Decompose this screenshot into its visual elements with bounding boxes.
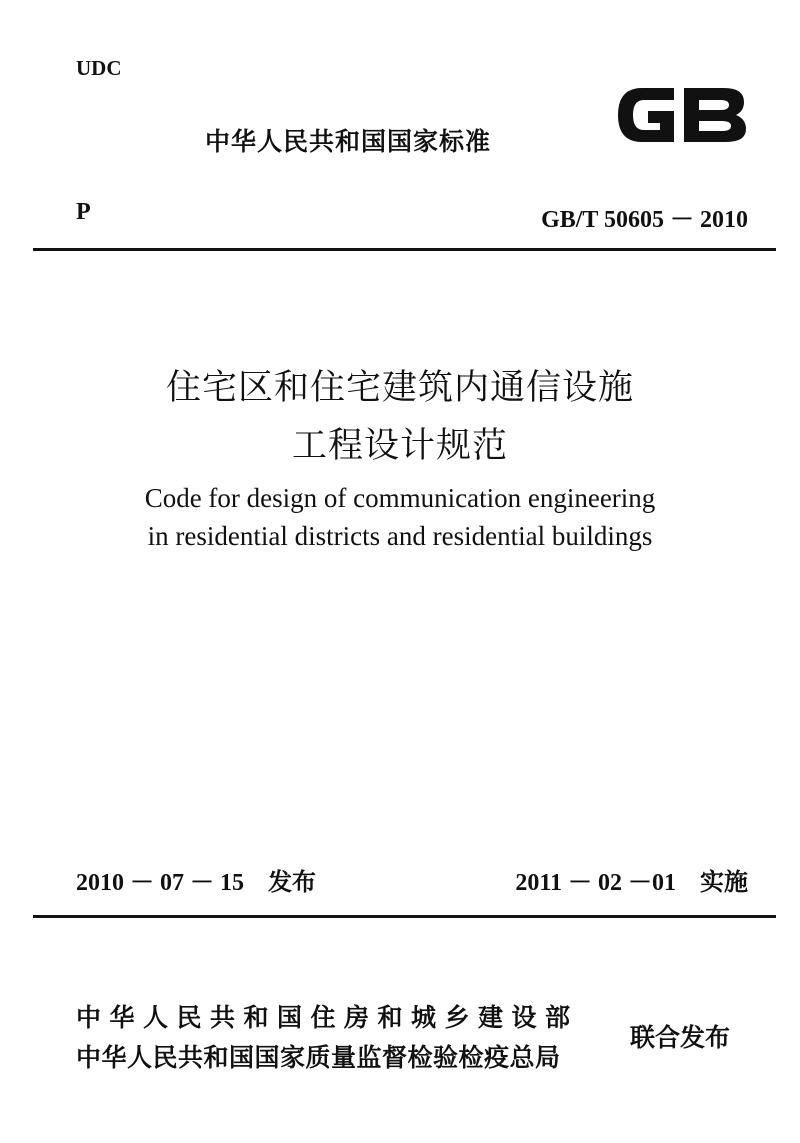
footer-divider [33, 915, 776, 918]
udc-label: UDC [76, 56, 122, 80]
header-divider [33, 248, 776, 251]
joint-issue-label: 联合发布 [630, 1023, 731, 1052]
implementation-date: 2011 － 02 －01 实施 [515, 870, 748, 896]
title-zh-line2: 工程设计规范 [291, 426, 508, 466]
standard-issuer-title: 中华人民共和国国家标准 [205, 127, 492, 156]
publish-date: 2010 － 07 － 15 发布 [76, 870, 316, 896]
issuing-org-ministry: 中华人民共和国住房和城乡建设部 [76, 1003, 579, 1032]
title-en-line2: in residential districts and residential buildings [147, 521, 653, 551]
classification-code: P [76, 199, 91, 225]
issuing-org-aqsiq: 中华人民共和国国家质量监督检验检疫总局 [76, 1043, 561, 1072]
standard-number: GB/T 50605 － 2010 [541, 207, 748, 233]
gb-logo-icon [612, 80, 750, 150]
gb-logo [612, 80, 750, 150]
title-en-line1: Code for design of communication engineering [144, 483, 656, 513]
title-zh-line1: 住宅区和住宅建筑内通信设施 [165, 368, 634, 408]
